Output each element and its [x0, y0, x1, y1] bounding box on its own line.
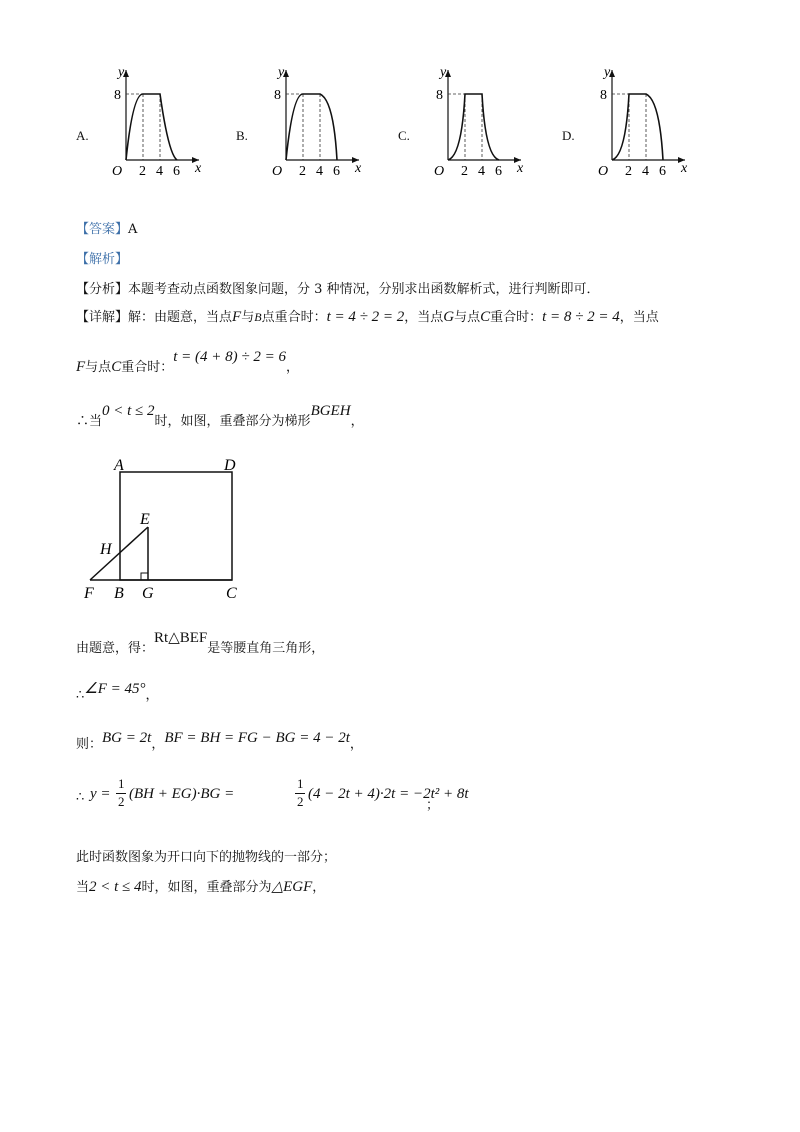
detail-line-8 — [76, 846, 336, 865]
rectangle-abcd — [120, 472, 232, 580]
tick-label-4: 4 — [478, 164, 485, 179]
x-axis-label: x — [681, 161, 688, 176]
text: 是等腰直角三角形， — [207, 641, 325, 656]
text: ， — [350, 414, 364, 429]
equation: t = (4 + 8) ÷ 2 = 6 — [173, 349, 286, 365]
option-label: A. — [76, 128, 89, 143]
detail-text: 重合时： — [490, 310, 543, 325]
origin-label: O — [434, 164, 445, 179]
shape-name: BGEH — [310, 403, 351, 419]
fraction-den: 2 — [297, 794, 304, 809]
option-label: B. — [236, 128, 248, 143]
tick-label-8: 8 — [600, 88, 607, 103]
detail-line-1 — [76, 306, 659, 326]
fenxi-text: 本题考查动点函数图象问题，分 3 种情况，分别求出函数解析式，进行判断即可． — [128, 282, 600, 297]
detail-text: 与点 — [454, 310, 481, 325]
detail-text: 与 — [241, 310, 255, 325]
text: 时，如图，重叠部分为 — [141, 880, 272, 895]
text: ， — [285, 360, 299, 375]
point-c: C — [480, 309, 491, 325]
option-label: C. — [398, 128, 410, 143]
point-c: C — [111, 359, 122, 375]
equation: t = 8 ÷ 2 = 4 — [542, 309, 620, 325]
fraction-num: 1 — [297, 776, 304, 791]
detail-line-6 — [76, 730, 363, 753]
tick-label-4: 4 — [642, 164, 649, 179]
text: 当 — [76, 880, 90, 895]
text: 则： — [76, 737, 103, 752]
option-c — [398, 60, 538, 190]
detail-text: ，当点 — [404, 310, 444, 325]
x-axis-label: x — [195, 161, 202, 176]
text: 时，如图，重叠部分为梯形 — [154, 414, 311, 429]
detail-line-9 — [76, 876, 325, 896]
tick-label-8: 8 — [436, 88, 443, 103]
label-h: H — [100, 541, 112, 558]
label-b: B — [114, 585, 124, 602]
analysis-tag: 【解析】 — [76, 252, 129, 267]
text: ， — [145, 688, 159, 703]
point-f: F — [232, 309, 242, 325]
detail-line-5 — [76, 681, 159, 704]
geometry-figure — [80, 452, 250, 602]
equation: 0 < t ≤ 2 — [102, 403, 155, 419]
answer-line — [76, 218, 137, 237]
point-b: B — [254, 310, 262, 324]
detail-text: ，当点 — [619, 310, 659, 325]
y-axis-label: y — [604, 65, 611, 80]
tick-label-6: 6 — [173, 164, 180, 179]
shape-name: △EGF — [271, 879, 313, 895]
text: 与点 — [85, 360, 112, 375]
tick-label-8: 8 — [274, 88, 281, 103]
label-c: C — [226, 585, 237, 602]
text: ∴ — [76, 688, 85, 703]
answer-value: A — [128, 222, 138, 237]
fenxi-line — [76, 278, 600, 297]
tick-label-2: 2 — [461, 164, 468, 179]
text: 由题意，得： — [76, 641, 155, 656]
equation: BF = BH = FG − BG = 4 − 2t — [164, 730, 350, 746]
text: ∴当 — [76, 414, 103, 429]
text: ； — [426, 798, 440, 813]
detail-text: 点重合时： — [261, 310, 327, 325]
segment-fe — [90, 527, 148, 580]
tick-label-6: 6 — [659, 164, 666, 179]
right-angle-mark — [141, 573, 148, 580]
tick-label-2: 2 — [299, 164, 306, 179]
fraction-den: 2 — [118, 794, 125, 809]
y-axis-label: y — [118, 65, 125, 80]
text: 此时函数图象为开口向下的抛物线的一部分； — [76, 850, 337, 865]
function-curve — [448, 94, 499, 160]
option-a — [76, 60, 216, 190]
equation: 2 < t ≤ 4 — [89, 879, 142, 895]
detail-line-2 — [76, 349, 299, 376]
detail-tag: 【详解】 — [76, 310, 129, 325]
graph-c — [428, 60, 538, 185]
text: ， — [312, 880, 326, 895]
function-curve — [612, 94, 663, 160]
equation: y = — [90, 786, 111, 802]
graph-d — [592, 60, 702, 185]
function-curve — [126, 94, 177, 160]
tick-label-4: 4 — [316, 164, 323, 179]
point-g: G — [443, 309, 455, 325]
y-axis-label: y — [278, 65, 285, 80]
origin-label: O — [272, 164, 283, 179]
tick-label-6: 6 — [333, 164, 340, 179]
y-axis-label: y — [440, 65, 447, 80]
tick-label-2: 2 — [625, 164, 632, 179]
origin-label: O — [112, 164, 123, 179]
analysis-line — [76, 248, 128, 267]
tick-label-8: 8 — [114, 88, 121, 103]
label-e: E — [140, 511, 150, 528]
text: 重合时： — [121, 360, 174, 375]
fenxi-tag: 【分析】 — [76, 282, 129, 297]
option-d — [562, 60, 702, 190]
detail-line-7 — [76, 776, 469, 818]
text: ， — [151, 737, 165, 752]
fraction-num: 1 — [118, 776, 125, 791]
equation: (4 − 2t + 4)·2t = −2t² + 8t — [308, 786, 469, 802]
function-curve — [286, 94, 337, 160]
detail-line-4 — [76, 630, 325, 657]
equation: t = 4 ÷ 2 = 2 — [326, 309, 405, 325]
detail-text: 解：由题意，当点 — [128, 310, 233, 325]
text: ∴ — [76, 790, 85, 805]
x-axis-label: x — [517, 161, 524, 176]
graph-a — [106, 60, 216, 185]
x-axis-label: x — [355, 161, 362, 176]
origin-label: O — [598, 164, 609, 179]
text: ， — [349, 737, 363, 752]
equation: BG = 2t — [102, 730, 152, 746]
tick-label-2: 2 — [139, 164, 146, 179]
label-a: A — [114, 457, 124, 474]
label-g: G — [142, 585, 154, 602]
equation: ∠F = 45° — [84, 681, 146, 697]
graph-b — [266, 60, 376, 185]
tick-label-6: 6 — [495, 164, 502, 179]
label-f: F — [84, 585, 94, 602]
detail-line-3 — [76, 403, 364, 430]
label-d: D — [224, 457, 236, 474]
option-b — [236, 60, 376, 190]
equation: (BH + EG)·BG = — [129, 786, 235, 802]
option-label: D. — [562, 128, 575, 143]
point-f: F — [76, 359, 86, 375]
answer-tag: 【答案】 — [76, 222, 129, 237]
tick-label-4: 4 — [156, 164, 163, 179]
equation: Rt△BEF — [154, 630, 208, 646]
